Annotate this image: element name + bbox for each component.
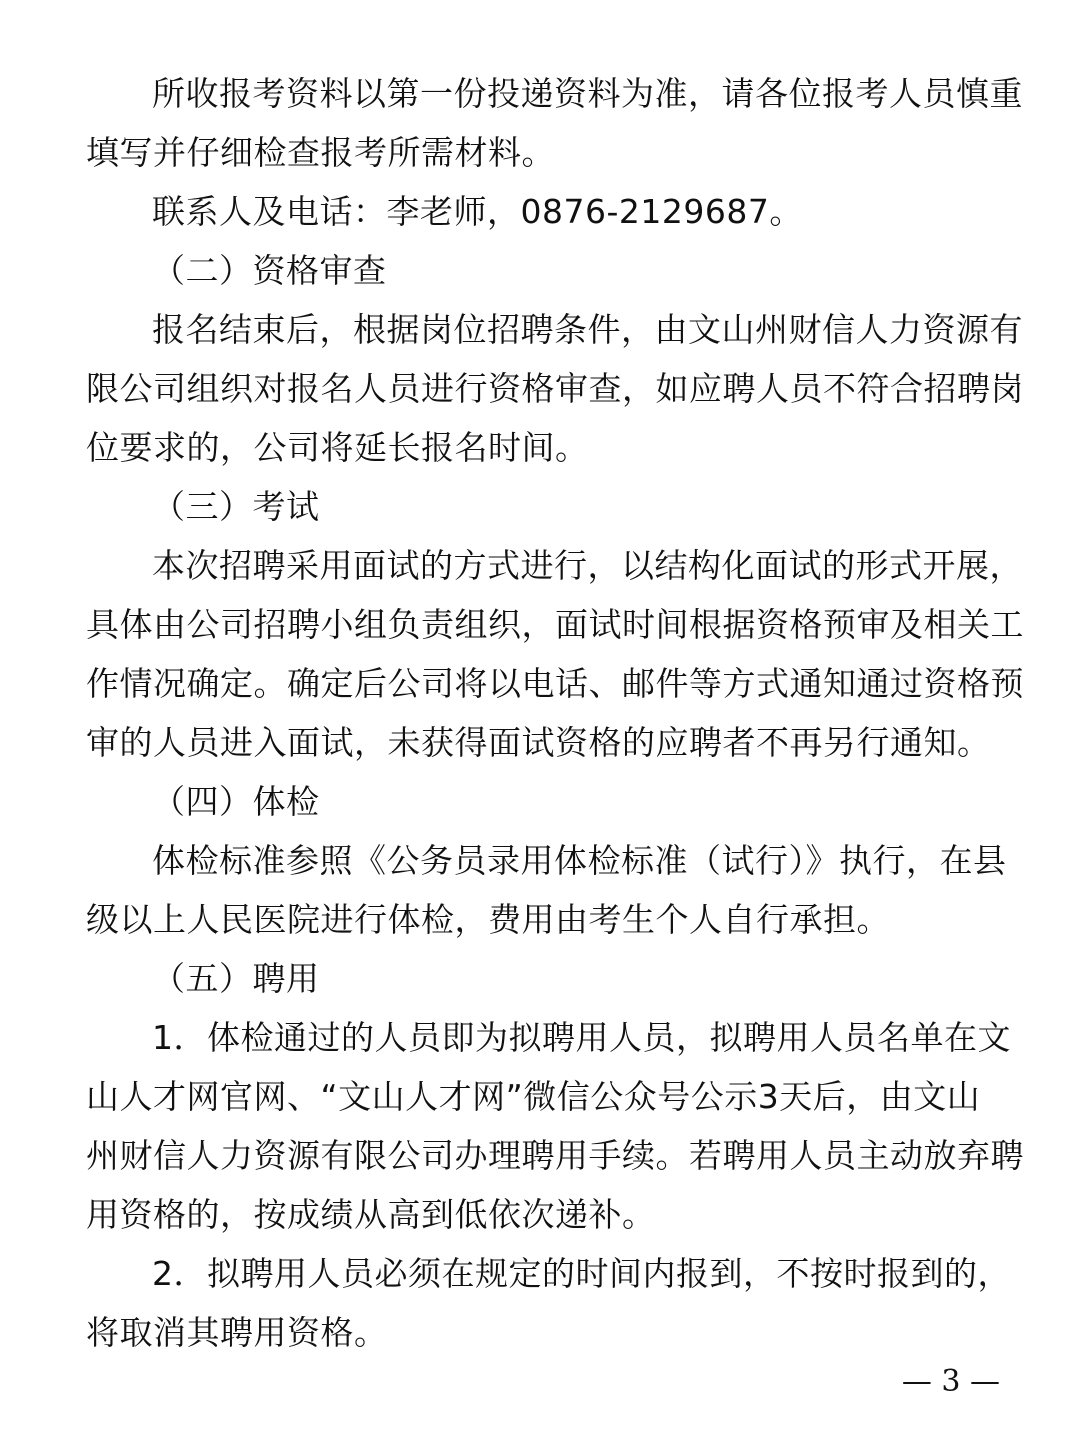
paragraph-line: 位要求的，公司将延长报名时间。: [86, 428, 589, 467]
page-number: — 3 —: [901, 1364, 1000, 1399]
section-heading-physical-exam: （四）体检: [152, 782, 320, 821]
paragraph-line: 级以上人民医院进行体检，费用由考生个人自行承担。: [86, 900, 890, 939]
paragraph-line: 山人才网官网、“文山人才网”微信公众号公示3天后，由文山: [86, 1077, 981, 1116]
section-heading-employment: （五）聘用: [152, 959, 320, 998]
paragraph-line: 体检标准参照《公务员录用体检标准（试行）》执行，在县: [152, 841, 1007, 880]
paragraph-line: 用资格的，按成绩从高到低依次递补。: [86, 1195, 656, 1234]
paragraph-line: 本次招聘采用面试的方式进行，以结构化面试的形式开展，: [152, 546, 1023, 585]
paragraph-line: 所收报考资料以第一份投递资料为准，请各位报考人员慎重: [152, 74, 1023, 113]
paragraph-line: 1．体检通过的人员即为拟聘用人员，拟聘用人员名单在文: [152, 1018, 1011, 1057]
section-heading-qualification-review: （二）资格审查: [152, 251, 387, 290]
paragraph-line: 作情况确定。确定后公司将以电话、邮件等方式通知通过资格预: [86, 664, 1024, 703]
section-heading-exam: （三）考试: [152, 487, 320, 526]
paragraph-line: 填写并仔细检查报考所需材料。: [86, 133, 555, 172]
paragraph-line: 州财信人力资源有限公司办理聘用手续。若聘用人员主动放弃聘: [86, 1136, 1024, 1175]
paragraph-line: 将取消其聘用资格。: [86, 1313, 388, 1352]
paragraph-line: 审的人员进入面试，未获得面试资格的应聘者不再另行通知。: [86, 723, 991, 762]
contact-line: 联系人及电话：李老师，0876-2129687。: [152, 192, 803, 231]
paragraph-line: 2．拟聘用人员必须在规定的时间内报到，不按时报到的，: [152, 1254, 1011, 1293]
paragraph-line: 报名结束后，根据岗位招聘条件，由文山州财信人力资源有: [152, 310, 1023, 349]
paragraph-line: 限公司组织对报名人员进行资格审查，如应聘人员不符合招聘岗: [86, 369, 1024, 408]
paragraph-line: 具体由公司招聘小组负责组织，面试时间根据资格预审及相关工: [86, 605, 1024, 644]
